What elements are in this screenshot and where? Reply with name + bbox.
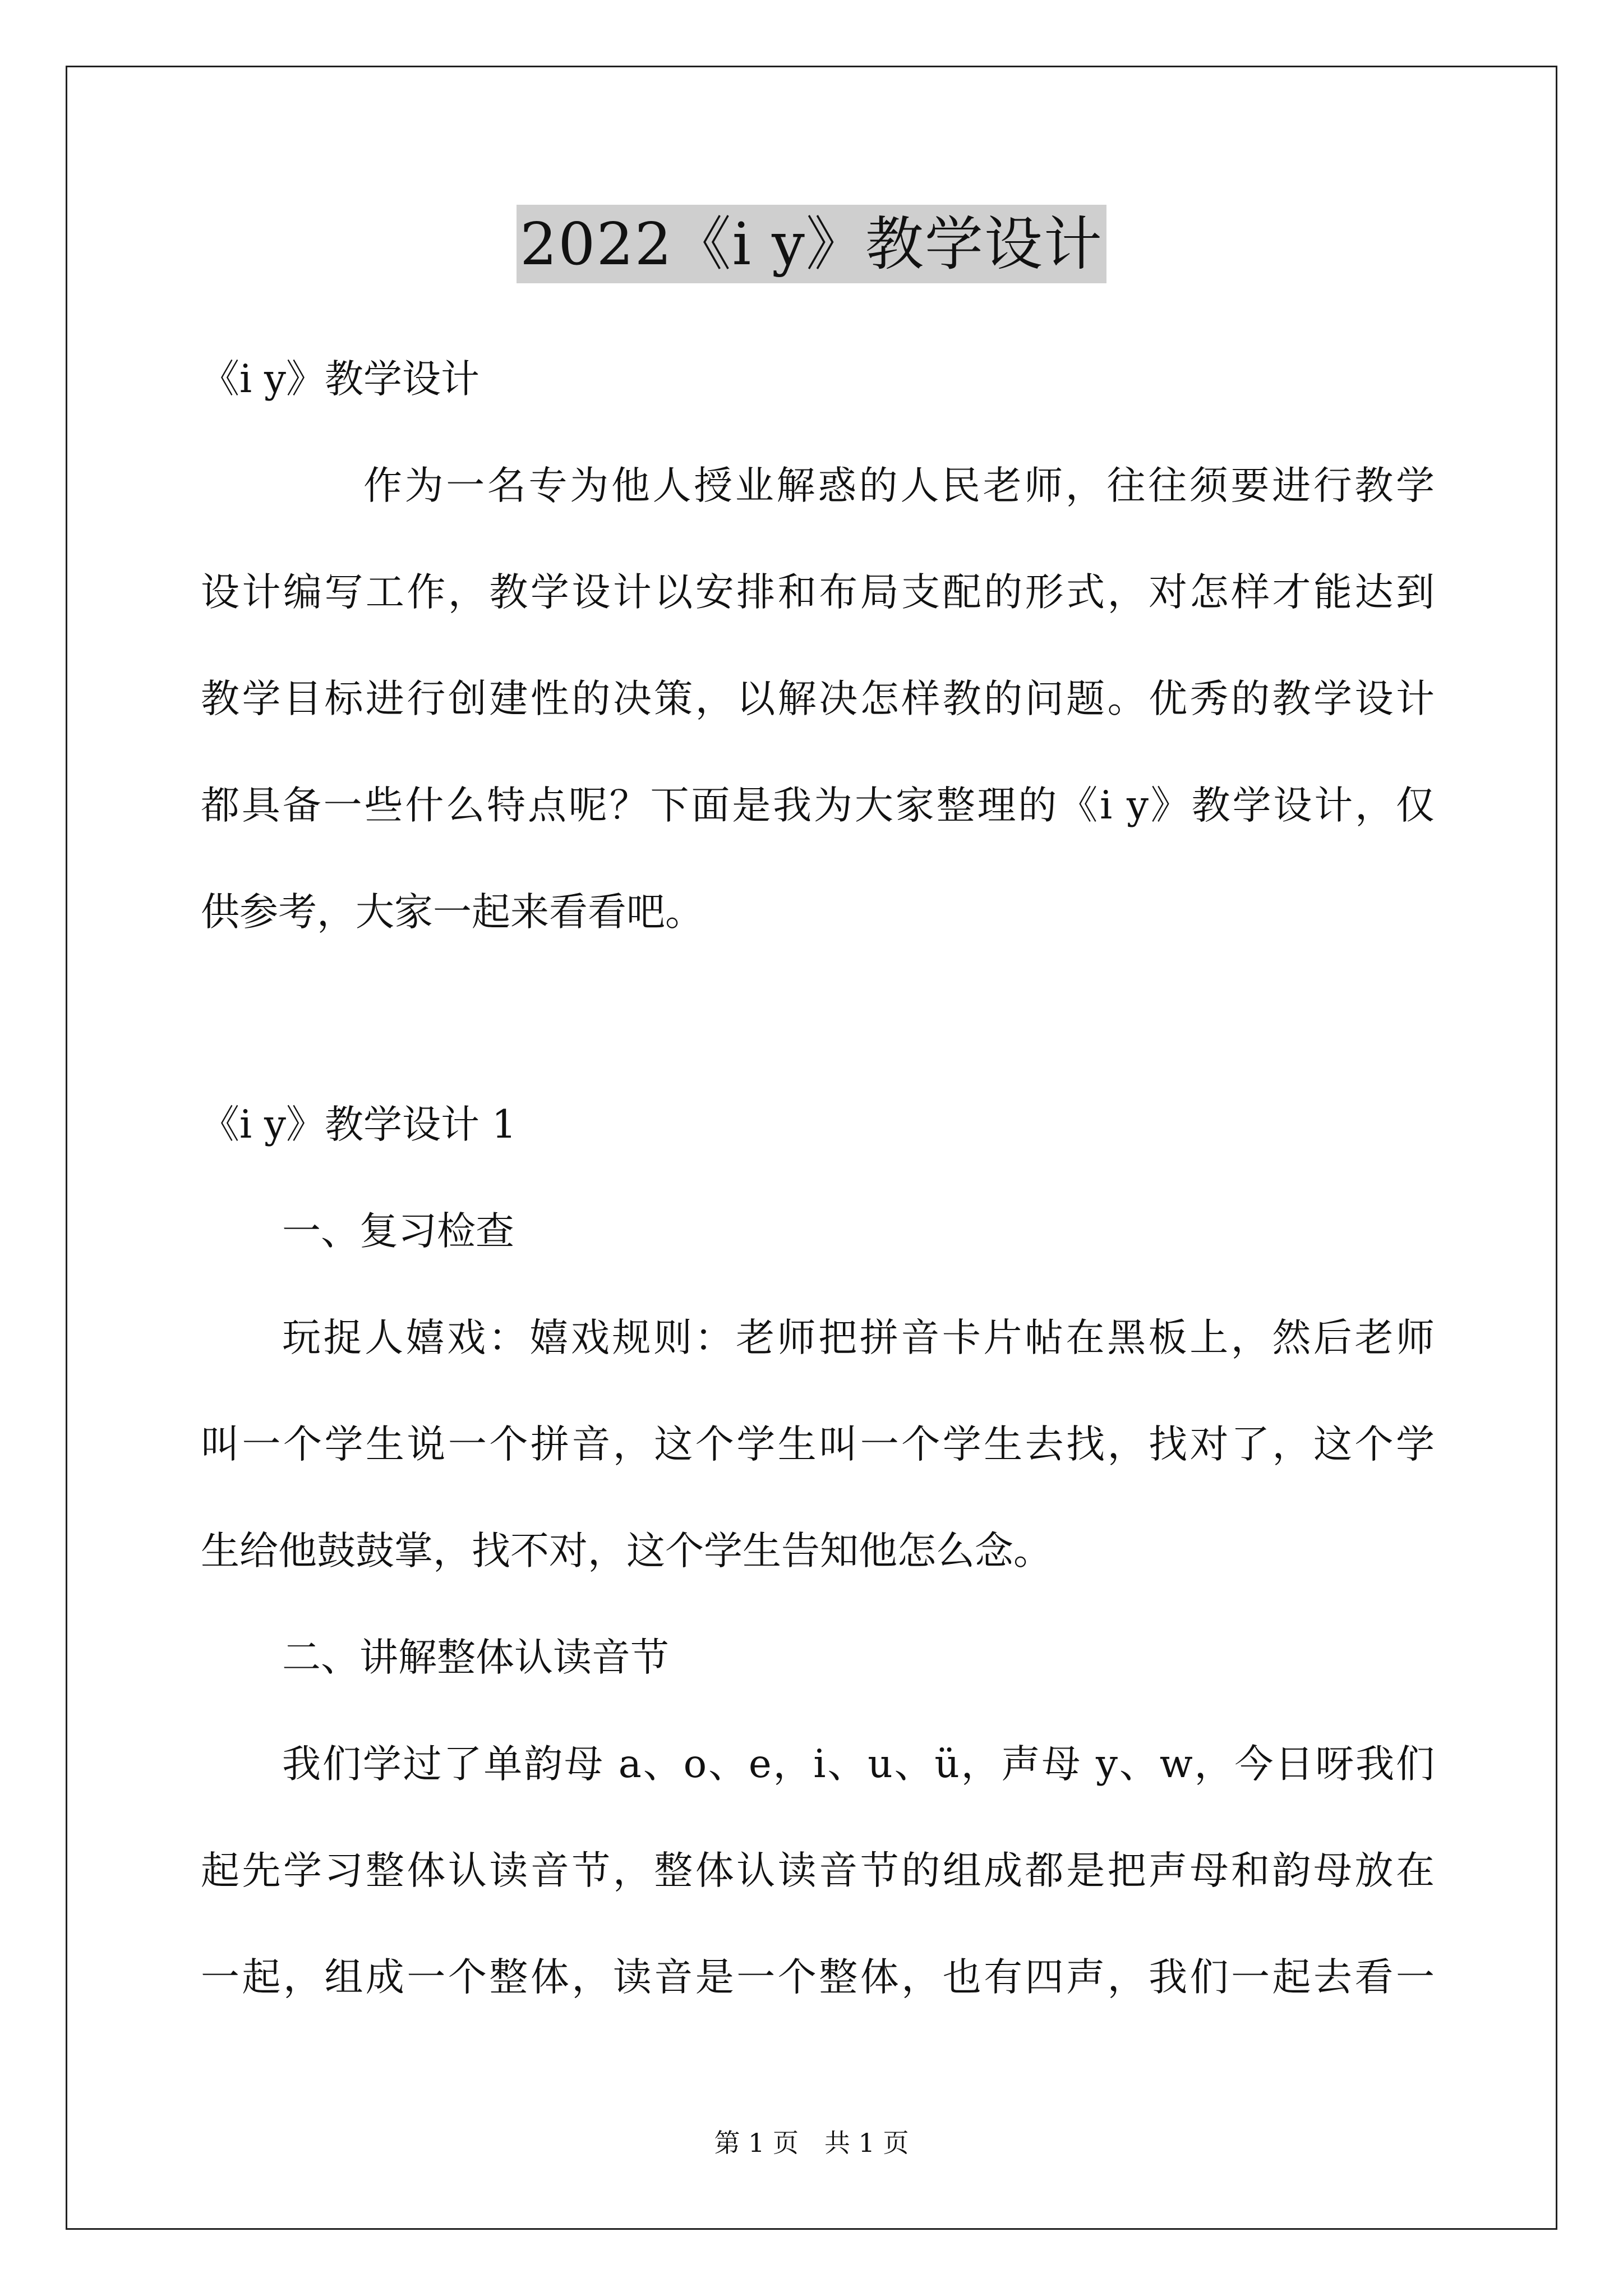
page-footer: 第 1 页 共 1 页 <box>714 2128 909 2158</box>
part1-heading: 一、复习检查 <box>282 1209 514 1254</box>
part2-line-3: 一起，组成一个整体，读音是一个整体，也有四声，我们一起去看一 <box>201 1955 1435 2000</box>
intro-line-2: 设计编写工作，教学设计以安排和布局支配的形式，对怎样才能达到 <box>201 570 1435 615</box>
part1-line-3: 生给他鼓鼓掌，找不对，这个学生告知他怎么念。 <box>201 1529 1052 1573</box>
part2-line-2: 起先学习整体认读音节，整体认读音节的组成都是把声母和韵母放在 <box>201 1848 1435 1893</box>
intro-line-1: 作为一名专为他人授业解惑的人民老师，往往须要进行教学 <box>363 463 1435 508</box>
part1-line-2: 叫一个学生说一个拼音，这个学生叫一个学生去找，找对了，这个学 <box>201 1422 1435 1467</box>
intro-line-3: 教学目标进行创建性的决策，以解决怎样教的问题。优秀的教学设计 <box>201 677 1435 721</box>
part1-line-1: 玩捉人嬉戏：嬉戏规则：老师把拼音卡片帖在黑板上，然后老师 <box>282 1315 1435 1360</box>
part2-line-1: 我们学过了单韵母 a、o、e，i、u、ü，声母 y、w，今日呀我们 <box>282 1742 1435 1787</box>
title-container <box>0 205 1623 283</box>
intro-line-4: 都具备一些什么特点呢？下面是我为大家整理的《i y》教学设计，仅 <box>201 783 1435 828</box>
part2-heading: 二、讲解整体认读音节 <box>282 1635 669 1680</box>
intro-line-5: 供参考，大家一起来看看吧。 <box>201 890 704 935</box>
section-heading: 《i y》教学设计 1 <box>201 1102 517 1147</box>
document-title: 2022《i y》教学设计 <box>517 205 1106 283</box>
document-subtitle: 《i y》教学设计 <box>201 357 479 402</box>
